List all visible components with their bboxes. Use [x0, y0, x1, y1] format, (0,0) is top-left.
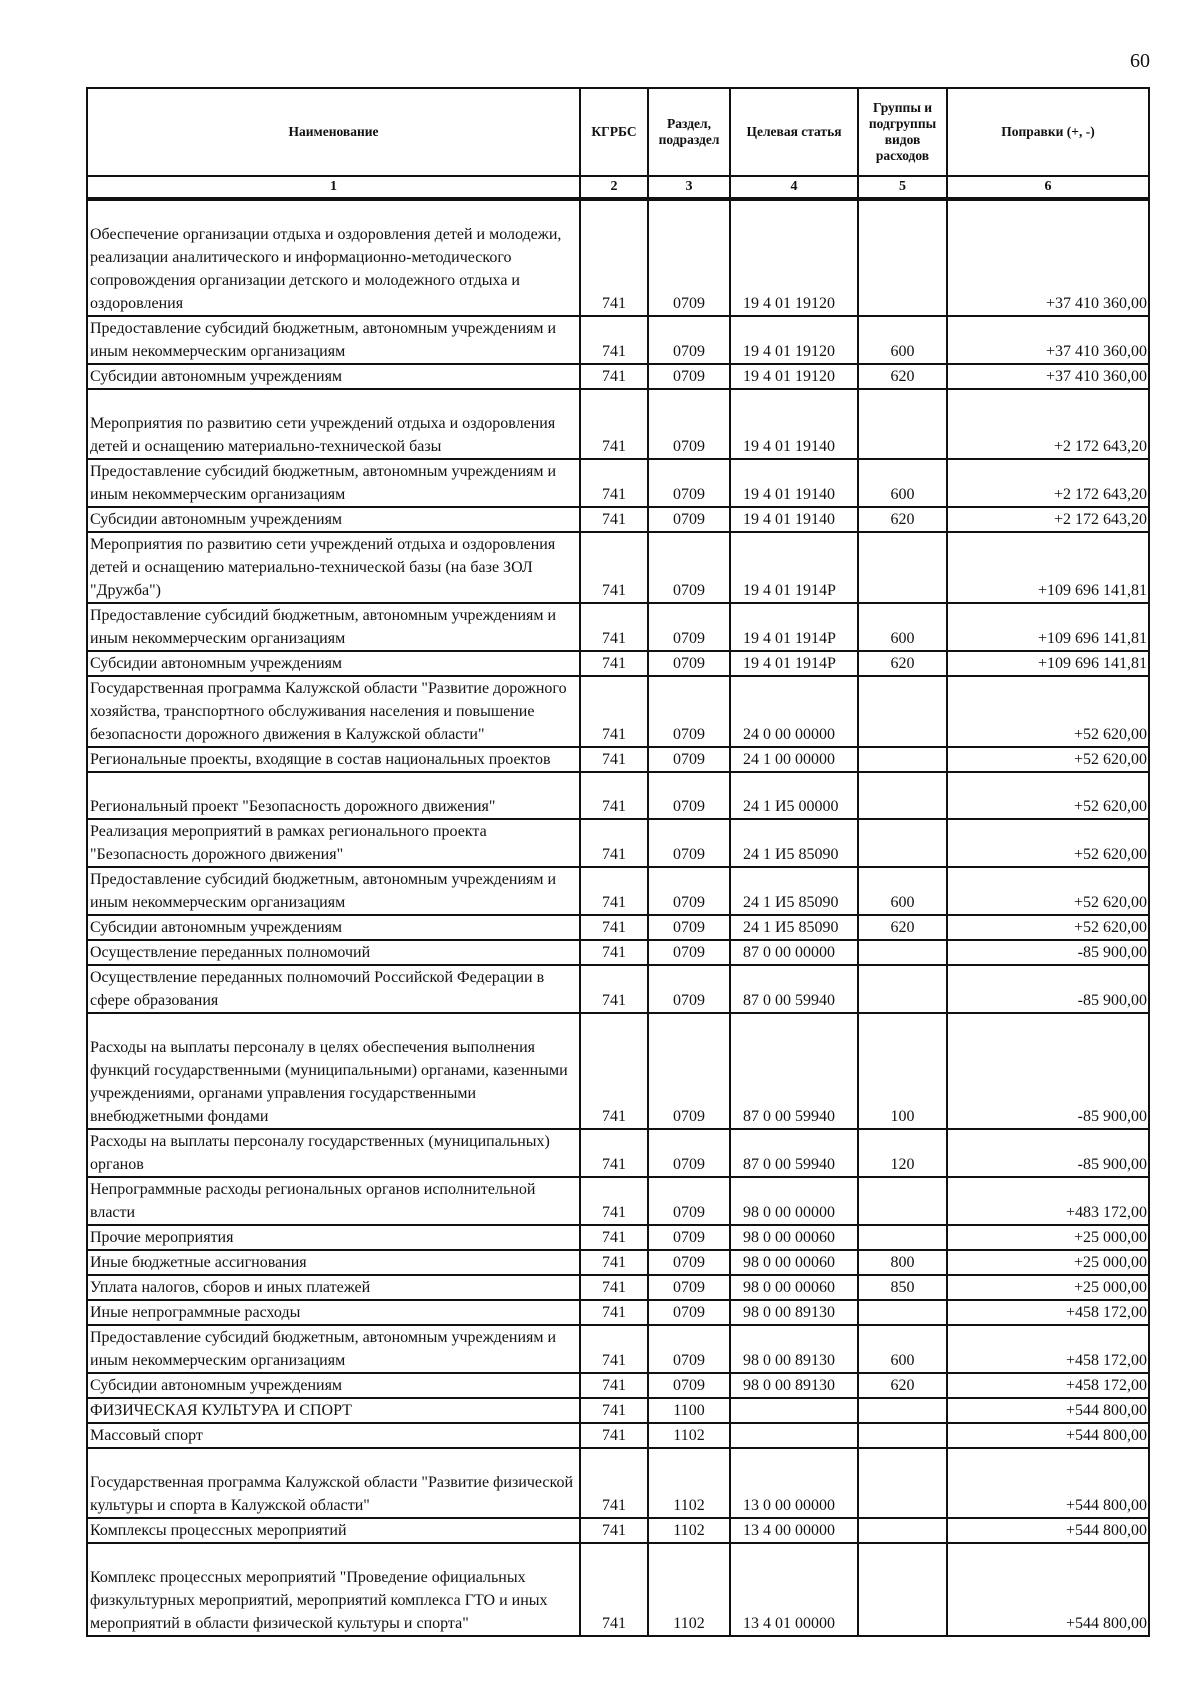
row-section: 0709	[648, 1325, 730, 1373]
row-group: 800	[858, 1250, 947, 1275]
row-target	[730, 1398, 858, 1423]
row-target: 98 0 00 89130	[730, 1325, 858, 1373]
row-section: 0709	[648, 915, 730, 940]
row-section: 0709	[648, 459, 730, 507]
row-target: 13 0 00 00000	[730, 1448, 858, 1518]
row-amount: -85 900,00	[947, 1129, 1149, 1177]
row-group: 600	[858, 867, 947, 915]
row-kgrbs: 741	[580, 1177, 648, 1225]
row-name: Осуществление переданных полномочий Российской Федерации в сфере образования	[87, 965, 580, 1013]
row-group	[858, 819, 947, 867]
column-number: 5	[858, 176, 947, 199]
row-target: 13 4 01 00000	[730, 1543, 858, 1636]
header-name: Наименование	[87, 88, 580, 176]
table-row	[87, 965, 1149, 1013]
row-name: ФИЗИЧЕСКАЯ КУЛЬТУРА И СПОРТ	[87, 1398, 580, 1423]
row-kgrbs: 741	[580, 532, 648, 603]
row-section: 0709	[648, 1225, 730, 1250]
column-number: 2	[580, 176, 648, 199]
row-name: Региональные проекты, входящие в состав национальных проектов	[87, 747, 580, 772]
row-group	[858, 1398, 947, 1423]
row-name: Субсидии автономным учреждениям	[87, 915, 580, 940]
row-section: 0709	[648, 819, 730, 867]
row-section: 1100	[648, 1398, 730, 1423]
row-kgrbs: 741	[580, 867, 648, 915]
row-amount: +483 172,00	[947, 1177, 1149, 1225]
row-amount: +25 000,00	[947, 1275, 1149, 1300]
row-target: 87 0 00 59940	[730, 1013, 858, 1129]
row-group: 100	[858, 1013, 947, 1129]
row-kgrbs: 741	[580, 364, 648, 389]
row-group: 620	[858, 507, 947, 532]
row-amount: +52 620,00	[947, 676, 1149, 747]
row-group: 620	[858, 1373, 947, 1398]
header-target: Целевая статья	[730, 88, 858, 176]
row-target: 87 0 00 00000	[730, 940, 858, 965]
row-kgrbs: 741	[580, 389, 648, 459]
row-target: 87 0 00 59940	[730, 965, 858, 1013]
row-kgrbs: 741	[580, 1325, 648, 1373]
row-target: 98 0 00 00060	[730, 1250, 858, 1275]
row-name: Прочие мероприятия	[87, 1225, 580, 1250]
table-row	[87, 459, 1149, 507]
table-row	[87, 915, 1149, 940]
row-section: 0709	[648, 676, 730, 747]
row-group	[858, 389, 947, 459]
row-target: 19 4 01 19140	[730, 389, 858, 459]
row-section: 0709	[648, 1300, 730, 1325]
row-group	[858, 772, 947, 819]
row-target: 19 4 01 1914P	[730, 532, 858, 603]
row-name: Расходы на выплаты персоналу государственных (муниципальных) органов	[87, 1129, 580, 1177]
row-section: 0709	[648, 199, 730, 316]
row-kgrbs: 741	[580, 940, 648, 965]
row-amount: -85 900,00	[947, 940, 1149, 965]
header-groups: Группы и подгруппы видов расходов	[858, 88, 947, 176]
row-target: 98 0 00 89130	[730, 1300, 858, 1325]
row-group	[858, 1543, 947, 1636]
table-row	[87, 199, 1149, 316]
row-name: Предоставление субсидий бюджетным, автономным учреждениям и иным некоммерческим организациям	[87, 867, 580, 915]
row-section: 0709	[648, 1250, 730, 1275]
row-amount: +52 620,00	[947, 867, 1149, 915]
row-name: Иные непрограммные расходы	[87, 1300, 580, 1325]
row-name: Иные бюджетные ассигнования	[87, 1250, 580, 1275]
row-kgrbs: 741	[580, 1129, 648, 1177]
row-section: 0709	[648, 747, 730, 772]
row-name: Реализация мероприятий в рамках регионального проекта "Безопасность дорожного движения"	[87, 819, 580, 867]
row-section: 0709	[648, 389, 730, 459]
row-amount: +109 696 141,81	[947, 651, 1149, 676]
row-target: 19 4 01 19140	[730, 507, 858, 532]
table-row	[87, 651, 1149, 676]
row-section: 1102	[648, 1423, 730, 1448]
table-row	[87, 389, 1149, 459]
row-name: Предоставление субсидий бюджетным, автономным учреждениям и иным некоммерческим организациям	[87, 316, 580, 364]
row-section: 0709	[648, 1177, 730, 1225]
header-kgrbs: КГРБС	[580, 88, 648, 176]
row-amount: +109 696 141,81	[947, 603, 1149, 651]
row-target: 13 4 00 00000	[730, 1518, 858, 1543]
row-name: Субсидии автономным учреждениям	[87, 364, 580, 389]
row-kgrbs: 741	[580, 1518, 648, 1543]
header-section: Раздел, подраздел	[648, 88, 730, 176]
row-kgrbs: 741	[580, 1225, 648, 1250]
table-row	[87, 1177, 1149, 1225]
row-kgrbs: 741	[580, 676, 648, 747]
row-name: Расходы на выплаты персоналу в целях обеспечения выполнения функций государственными (муниципальными) органами, казенными учреждениями, органами управления государственными внебюджетными фондами	[87, 1013, 580, 1129]
row-amount: +544 800,00	[947, 1398, 1149, 1423]
row-target: 19 4 01 19120	[730, 199, 858, 316]
column-number-row	[87, 176, 1149, 199]
row-section: 0709	[648, 1275, 730, 1300]
row-target: 19 4 01 19140	[730, 459, 858, 507]
row-section: 0709	[648, 364, 730, 389]
row-target: 24 1 И5 85090	[730, 915, 858, 940]
row-target: 98 0 00 00000	[730, 1177, 858, 1225]
row-section: 0709	[648, 1013, 730, 1129]
row-group: 120	[858, 1129, 947, 1177]
row-name: Предоставление субсидий бюджетным, автономным учреждениям и иным некоммерческим организациям	[87, 1325, 580, 1373]
row-group: 600	[858, 316, 947, 364]
row-name: Непрограммные расходы региональных органов исполнительной власти	[87, 1177, 580, 1225]
row-section: 0709	[648, 651, 730, 676]
row-amount: +37 410 360,00	[947, 316, 1149, 364]
row-section: 0709	[648, 1373, 730, 1398]
row-name: Осуществление переданных полномочий	[87, 940, 580, 965]
table-row	[87, 1275, 1149, 1300]
row-target: 24 1 И5 85090	[730, 819, 858, 867]
table-row	[87, 364, 1149, 389]
table-row	[87, 603, 1149, 651]
row-group	[858, 747, 947, 772]
page-number: 60	[1130, 50, 1150, 72]
row-target: 24 1 И5 00000	[730, 772, 858, 819]
row-group	[858, 1448, 947, 1518]
row-group: 620	[858, 915, 947, 940]
row-amount: +2 172 643,20	[947, 389, 1149, 459]
row-group	[858, 1518, 947, 1543]
row-target: 24 0 00 00000	[730, 676, 858, 747]
row-amount: +2 172 643,20	[947, 507, 1149, 532]
row-group	[858, 676, 947, 747]
row-kgrbs: 741	[580, 1543, 648, 1636]
row-target: 98 0 00 00060	[730, 1275, 858, 1300]
header-amendments: Поправки (+, -)	[947, 88, 1149, 176]
row-target	[730, 1423, 858, 1448]
table-row	[87, 1013, 1149, 1129]
row-amount: +37 410 360,00	[947, 364, 1149, 389]
table-row	[87, 867, 1149, 915]
table-row	[87, 507, 1149, 532]
row-target: 87 0 00 59940	[730, 1129, 858, 1177]
row-name: Мероприятия по развитию сети учреждений отдыха и оздоровления детей и оснащению материально-технической базы	[87, 389, 580, 459]
row-group	[858, 965, 947, 1013]
row-kgrbs: 741	[580, 1300, 648, 1325]
table-row	[87, 1129, 1149, 1177]
row-amount: +544 800,00	[947, 1543, 1149, 1636]
row-section: 0709	[648, 316, 730, 364]
row-name: Уплата налогов, сборов и иных платежей	[87, 1275, 580, 1300]
row-amount: +52 620,00	[947, 747, 1149, 772]
row-section: 1102	[648, 1448, 730, 1518]
row-amount: +2 172 643,20	[947, 459, 1149, 507]
table-row	[87, 772, 1149, 819]
row-name: Комплекс процессных мероприятий "Проведение официальных физкультурных мероприятий, мероприятий комплекса ГТО и иных мероприятий в области физической культуры и спорта"	[87, 1543, 580, 1636]
row-name: Государственная программа Калужской области "Развитие дорожного хозяйства, транспортного обслуживания населения и повышение безопасности дорожного движения в Калужской области"	[87, 676, 580, 747]
row-amount: +52 620,00	[947, 772, 1149, 819]
row-target: 98 0 00 00060	[730, 1225, 858, 1250]
row-group: 620	[858, 651, 947, 676]
table-row	[87, 1225, 1149, 1250]
row-amount: +109 696 141,81	[947, 532, 1149, 603]
table-row	[87, 1423, 1149, 1448]
row-target: 19 4 01 19120	[730, 364, 858, 389]
row-amount: +544 800,00	[947, 1423, 1149, 1448]
row-kgrbs: 741	[580, 1398, 648, 1423]
column-number: 1	[87, 176, 580, 199]
row-group	[858, 1177, 947, 1225]
row-name: Государственная программа Калужской области "Развитие физической культуры и спорта в Калужской области"	[87, 1448, 580, 1518]
table-row	[87, 532, 1149, 603]
budget-table	[86, 87, 1150, 1637]
row-group	[858, 532, 947, 603]
table-header-row	[87, 88, 1149, 176]
table-row	[87, 316, 1149, 364]
table-row	[87, 940, 1149, 965]
row-section: 1102	[648, 1543, 730, 1636]
row-group	[858, 199, 947, 316]
row-kgrbs: 741	[580, 603, 648, 651]
row-amount: +37 410 360,00	[947, 199, 1149, 316]
row-group: 600	[858, 1325, 947, 1373]
row-section: 0709	[648, 867, 730, 915]
row-name: Предоставление субсидий бюджетным, автономным учреждениям и иным некоммерческим организациям	[87, 603, 580, 651]
row-target: 19 4 01 19120	[730, 316, 858, 364]
row-name: Предоставление субсидий бюджетным, автономным учреждениям и иным некоммерческим организациям	[87, 459, 580, 507]
row-target: 19 4 01 1914P	[730, 603, 858, 651]
row-kgrbs: 741	[580, 1250, 648, 1275]
row-section: 0709	[648, 940, 730, 965]
table-row	[87, 1518, 1149, 1543]
row-kgrbs: 741	[580, 747, 648, 772]
row-kgrbs: 741	[580, 1448, 648, 1518]
row-kgrbs: 741	[580, 316, 648, 364]
table-row	[87, 1543, 1149, 1636]
row-kgrbs: 741	[580, 965, 648, 1013]
row-name: Обеспечение организации отдыха и оздоровления детей и молодежи, реализации аналитического и информационно-методического сопровождения организации детского и молодежного отдыха и оздоровления	[87, 199, 580, 316]
table-row	[87, 1398, 1149, 1423]
table-row	[87, 747, 1149, 772]
row-amount: +25 000,00	[947, 1225, 1149, 1250]
row-amount: -85 900,00	[947, 1013, 1149, 1129]
table-row	[87, 1325, 1149, 1373]
row-section: 0709	[648, 507, 730, 532]
row-kgrbs: 741	[580, 915, 648, 940]
row-section: 1102	[648, 1518, 730, 1543]
row-name: Субсидии автономным учреждениям	[87, 1373, 580, 1398]
table-row	[87, 1300, 1149, 1325]
row-kgrbs: 741	[580, 819, 648, 867]
row-group: 850	[858, 1275, 947, 1300]
row-section: 0709	[648, 1129, 730, 1177]
row-amount: +544 800,00	[947, 1448, 1149, 1518]
row-section: 0709	[648, 603, 730, 651]
table-row	[87, 819, 1149, 867]
row-section: 0709	[648, 772, 730, 819]
row-amount: -85 900,00	[947, 965, 1149, 1013]
row-name: Субсидии автономным учреждениям	[87, 507, 580, 532]
table-body	[87, 199, 1149, 1636]
row-group	[858, 1225, 947, 1250]
column-number: 4	[730, 176, 858, 199]
row-amount: +52 620,00	[947, 915, 1149, 940]
table-row	[87, 1448, 1149, 1518]
row-section: 0709	[648, 965, 730, 1013]
row-group: 620	[858, 364, 947, 389]
row-kgrbs: 741	[580, 507, 648, 532]
row-kgrbs: 741	[580, 1013, 648, 1129]
column-number: 3	[648, 176, 730, 199]
row-name: Мероприятия по развитию сети учреждений отдыха и оздоровления детей и оснащению материально-технической базы (на базе ЗОЛ "Дружба")	[87, 532, 580, 603]
column-number: 6	[947, 176, 1149, 199]
row-kgrbs: 741	[580, 459, 648, 507]
row-name: Субсидии автономным учреждениям	[87, 651, 580, 676]
row-kgrbs: 741	[580, 1373, 648, 1398]
row-group: 600	[858, 603, 947, 651]
row-target: 24 1 И5 85090	[730, 867, 858, 915]
row-group	[858, 1423, 947, 1448]
row-kgrbs: 741	[580, 772, 648, 819]
row-amount: +458 172,00	[947, 1325, 1149, 1373]
row-kgrbs: 741	[580, 1275, 648, 1300]
row-group: 600	[858, 459, 947, 507]
row-amount: +544 800,00	[947, 1518, 1149, 1543]
table-row	[87, 1373, 1149, 1398]
row-target: 19 4 01 1914P	[730, 651, 858, 676]
row-name: Комплексы процессных мероприятий	[87, 1518, 580, 1543]
table-row	[87, 676, 1149, 747]
row-kgrbs: 741	[580, 199, 648, 316]
row-amount: +25 000,00	[947, 1250, 1149, 1275]
row-amount: +458 172,00	[947, 1300, 1149, 1325]
row-group	[858, 940, 947, 965]
row-group	[858, 1300, 947, 1325]
row-section: 0709	[648, 532, 730, 603]
row-name: Массовый спорт	[87, 1423, 580, 1448]
row-name: Региональный проект "Безопасность дорожного движения"	[87, 772, 580, 819]
row-target: 98 0 00 89130	[730, 1373, 858, 1398]
row-target: 24 1 00 00000	[730, 747, 858, 772]
row-kgrbs: 741	[580, 651, 648, 676]
row-amount: +458 172,00	[947, 1373, 1149, 1398]
row-amount: +52 620,00	[947, 819, 1149, 867]
row-kgrbs: 741	[580, 1423, 648, 1448]
table-row	[87, 1250, 1149, 1275]
